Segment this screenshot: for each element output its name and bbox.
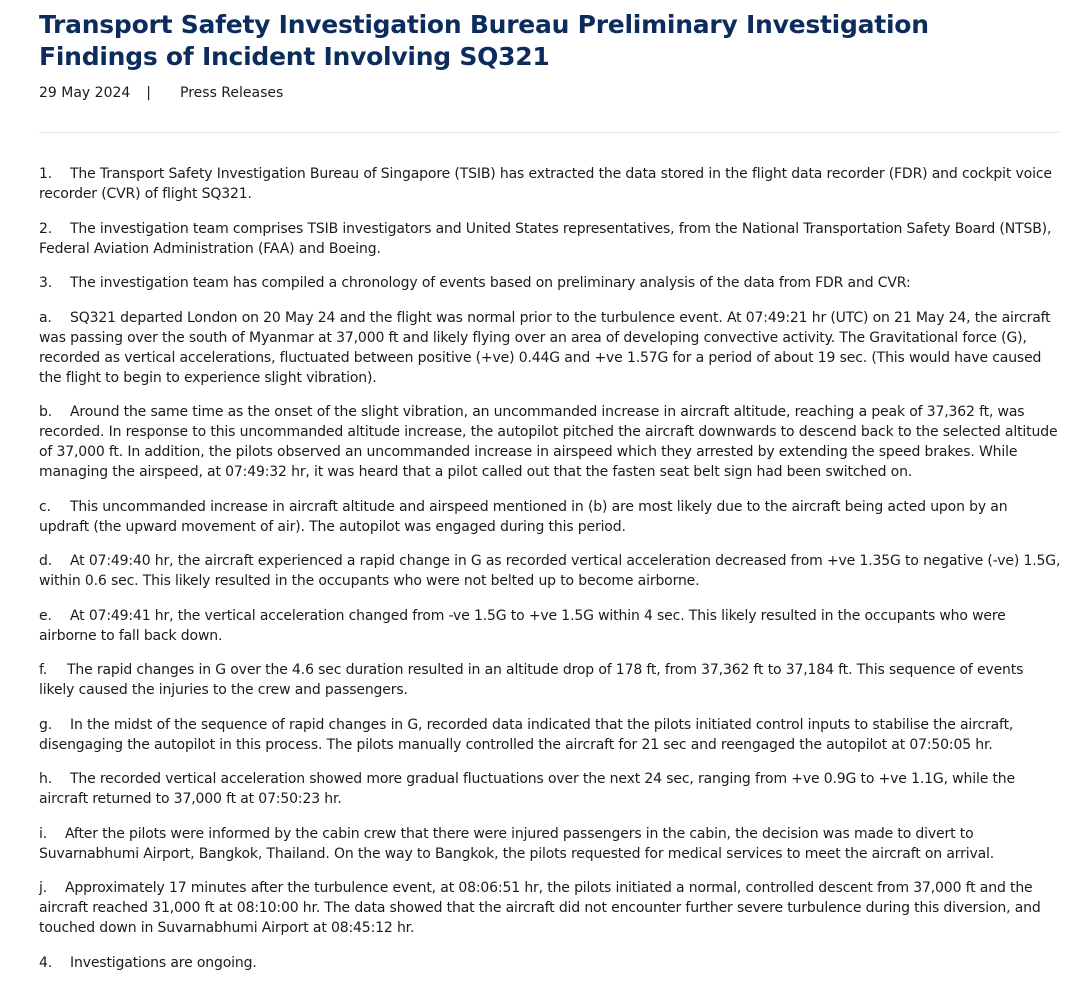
- paragraph-text: The rapid changes in G over the 4.6 sec duration resulted in an altitude drop of 178 ft, from 37,362 ft to 37,184 ft. This sequence of events likely caused the injuries to the crew and passengers.: [39, 662, 1024, 698]
- paragraph-number: a.: [39, 309, 52, 326]
- paragraph-3: [39, 273, 1061, 293]
- paragraph-number: d.: [39, 553, 53, 569]
- paragraph-number: c.: [39, 498, 51, 515]
- paragraph-text: Investigations are ongoing.: [70, 954, 257, 971]
- paragraph-e: [39, 606, 1061, 646]
- paragraph-text: The investigation team comprises TSIB investigators and United States representatives, from the National Transportation Safety Board (NTSB), Federal Aviation Administration (FAA) and Boeing.: [39, 220, 1052, 257]
- paragraph-number: g.: [39, 716, 53, 733]
- paragraph-a: [39, 308, 1061, 388]
- paragraph-text: SQ321 departed London on 20 May 24 and the flight was normal prior to the turbulence event. At 07:49:21 hr (UTC) on 21 May 24, the aircraft was passing over the south of Myanmar at 37,000 ft and likely flying over an area of developing convective activity. The Gravitational force (G), recorded as vertical accelerations, fluctuated between positive (+ve) 0.44G and +ve 1.57G for a period of about 19 sec. (This would have caused the flight to begin to experience slight vibration).: [39, 309, 1051, 386]
- paragraph-text: The recorded vertical acceleration showed more gradual fluctuations over the next 24 sec, ranging from +ve 0.9G to +ve 1.1G, while the aircraft returned to 37,000 ft at 07:50:23 hr.: [39, 771, 1015, 807]
- paragraph-text: At 07:49:40 hr, the aircraft experienced a rapid change in G as recorded vertical acceleration decreased from +ve 1.35G to negative (-ve) 1.5G, within 0.6 sec. This likely resulted in the occupants who were not belted up to become airborne.: [39, 553, 1061, 589]
- paragraph-number: i.: [39, 825, 48, 842]
- article-meta: [39, 83, 1059, 103]
- paragraph-number: h.: [39, 771, 53, 787]
- paragraph-c: [39, 497, 1061, 537]
- paragraph-text: At 07:49:41 hr, the vertical acceleration changed from -ve 1.5G to +ve 1.5G within 4 sec. This likely resulted in the occupants who were airborne to fall back down.: [39, 607, 1006, 644]
- paragraph-2: [39, 219, 1061, 259]
- paragraph-4: [39, 953, 1061, 973]
- paragraph-number: 3.: [39, 275, 53, 291]
- paragraph-d: [39, 551, 1061, 591]
- paragraph-j: [39, 878, 1061, 938]
- paragraph-text: Around the same time as the onset of the slight vibration, an uncommanded increase in aircraft altitude, reaching a peak of 37,362 ft, was recorded. In response to this uncommanded altitude increase, the autopilot pitched the aircraft downwards to descend back to the selected altitude of 37,000 ft. In addition, the pilots observed an uncommanded increase in airspeed which they arrested by extending the speed brakes. While managing the airspeed, at 07:49:32 hr, it was heard that a pilot called out that the fasten seat belt sign had been switched on.: [39, 404, 1058, 480]
- paragraph-text: The investigation team has compiled a chronology of events based on preliminary analysis of the data from FDR and CVR:: [70, 275, 911, 291]
- paragraph-text: This uncommanded increase in aircraft altitude and airspeed mentioned in (b) are most likely due to the aircraft being acted upon by an updraft (the upward movement of air). The autopilot was engaged during this period.: [39, 498, 1008, 535]
- paragraph-text: In the midst of the sequence of rapid changes in G, recorded data indicated that the pilots initiated control inputs to stabilise the aircraft, disengaging the autopilot in this process. The pilots manually controlled the aircraft for 21 sec and reengaged the autopilot at 07:50:05 hr.: [39, 716, 1014, 753]
- paragraph-text: After the pilots were informed by the cabin crew that there were injured passengers in the cabin, the decision was made to divert to Suvarnabhumi Airport, Bangkok, Thailand. On the way to Bangkok, the pilots requested for medical services to meet the aircraft on arrival.: [39, 825, 995, 862]
- paragraph-g: [39, 715, 1061, 755]
- paragraph-number: j.: [39, 880, 48, 896]
- article-body: [39, 164, 1061, 973]
- paragraph-number: 2.: [39, 220, 53, 237]
- paragraph-number: 1.: [39, 166, 53, 182]
- paragraph-number: e.: [39, 607, 52, 624]
- paragraph-f: [39, 660, 1061, 700]
- paragraph-text: The Transport Safety Investigation Bureau of Singapore (TSIB) has extracted the data stored in the flight data recorder (FDR) and cockpit voice recorder (CVR) of flight SQ321.: [39, 166, 1052, 202]
- paragraph-1: [39, 164, 1061, 204]
- meta-separator: |: [146, 85, 152, 101]
- paragraph-number: 4.: [39, 954, 53, 971]
- publish-date: 29 May 2024: [39, 85, 131, 101]
- category-label: Press Releases: [180, 85, 284, 101]
- header-divider: [39, 132, 1059, 133]
- paragraph-number: b.: [39, 404, 53, 420]
- paragraph-text: Approximately 17 minutes after the turbulence event, at 08:06:51 hr, the pilots initiated a normal, controlled descent from 37,000 ft and the aircraft reached 31,000 ft at 08:10:00 hr. The data showed that the aircraft did not encounter further severe turbulence during this diversion, and touched down in Suvarnabhumi Airport at 08:45:12 hr.: [39, 880, 1041, 936]
- paragraph-h: [39, 769, 1061, 809]
- page-title: Transport Safety Investigation Bureau Preliminary Investigation Findings of Incident Involving SQ321: [39, 10, 929, 71]
- paragraph-i: [39, 824, 1061, 864]
- paragraph-number: f.: [39, 662, 48, 678]
- paragraph-b: [39, 402, 1061, 482]
